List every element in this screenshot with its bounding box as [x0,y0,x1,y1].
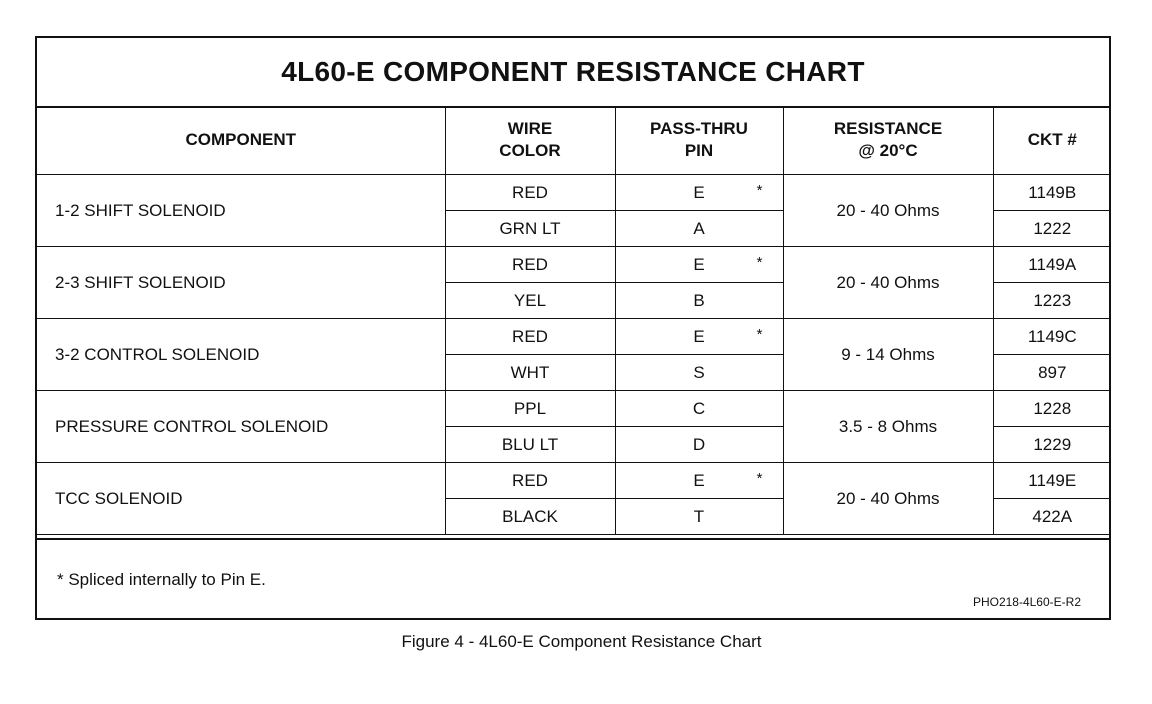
splice-marker: * [756,182,763,199]
table-row [37,391,1111,427]
resistance-value: 20 - 40 Ohms [783,463,993,535]
pass-thru-pin: A [615,211,783,247]
ckt-number: 1222 [993,211,1111,247]
chart-title: 4L60-E COMPONENT RESISTANCE CHART [37,38,1109,108]
component-name: TCC SOLENOID [37,463,445,535]
wire-color: GRN LT [445,211,615,247]
reference-code: PHO218-4L60-E-R2 [972,595,1081,609]
wire-color: RED [445,175,615,211]
pass-thru-pin: D [615,427,783,463]
col-header-pass-thru-pin: PASS-THRU PIN [615,106,783,175]
ckt-number: 422A [993,499,1111,535]
wire-color: RED [445,319,615,355]
pass-thru-pin: C [615,391,783,427]
pass-thru-pin: E * [615,319,783,355]
resistance-value: 20 - 40 Ohms [783,247,993,319]
col-header-wire-color: WIRE COLOR [445,106,615,175]
pass-thru-pin: B [615,283,783,319]
footnote: * Spliced internally to Pin E. [57,570,266,589]
col-header-component: COMPONENT [37,106,445,175]
wire-color: WHT [445,355,615,391]
col-header-ckt: CKT # [993,106,1111,175]
ckt-number: 1149C [993,319,1111,355]
splice-marker: * [756,254,763,271]
table-row [37,247,1111,283]
component-name: 2-3 SHIFT SOLENOID [37,247,445,319]
ckt-number: 1149B [993,175,1111,211]
component-name: 1-2 SHIFT SOLENOID [37,175,445,247]
footnote-area [37,538,1109,622]
resistance-value: 3.5 - 8 Ohms [783,391,993,463]
wire-color: BLU LT [445,427,615,463]
resistance-table [37,106,1111,535]
ckt-number: 1229 [993,427,1111,463]
table-row [37,319,1111,355]
table-row [37,175,1111,211]
ckt-number: 1223 [993,283,1111,319]
resistance-value: 20 - 40 Ohms [783,175,993,247]
pass-thru-pin: T [615,499,783,535]
pass-thru-pin: E * [615,463,783,499]
wire-color: PPL [445,391,615,427]
wire-color: BLACK [445,499,615,535]
wire-color: RED [445,463,615,499]
col-header-resistance: RESISTANCE @ 20°C [783,106,993,175]
splice-marker: * [756,470,763,487]
ckt-number: 1149A [993,247,1111,283]
header-row [37,106,1111,175]
figure-caption: Figure 4 - 4L60-E Component Resistance Chart [401,632,762,651]
wire-color: YEL [445,283,615,319]
ckt-number: 897 [993,355,1111,391]
chart-frame [35,36,1111,620]
splice-marker: * [756,326,763,343]
ckt-number: 1149E [993,463,1111,499]
pass-thru-pin: S [615,355,783,391]
ckt-number: 1228 [993,391,1111,427]
pass-thru-pin: E * [615,175,783,211]
component-name: 3-2 CONTROL SOLENOID [37,319,445,391]
table-row [37,463,1111,499]
wire-color: RED [445,247,615,283]
component-name: PRESSURE CONTROL SOLENOID [37,391,445,463]
pass-thru-pin: E * [615,247,783,283]
resistance-value: 9 - 14 Ohms [783,319,993,391]
